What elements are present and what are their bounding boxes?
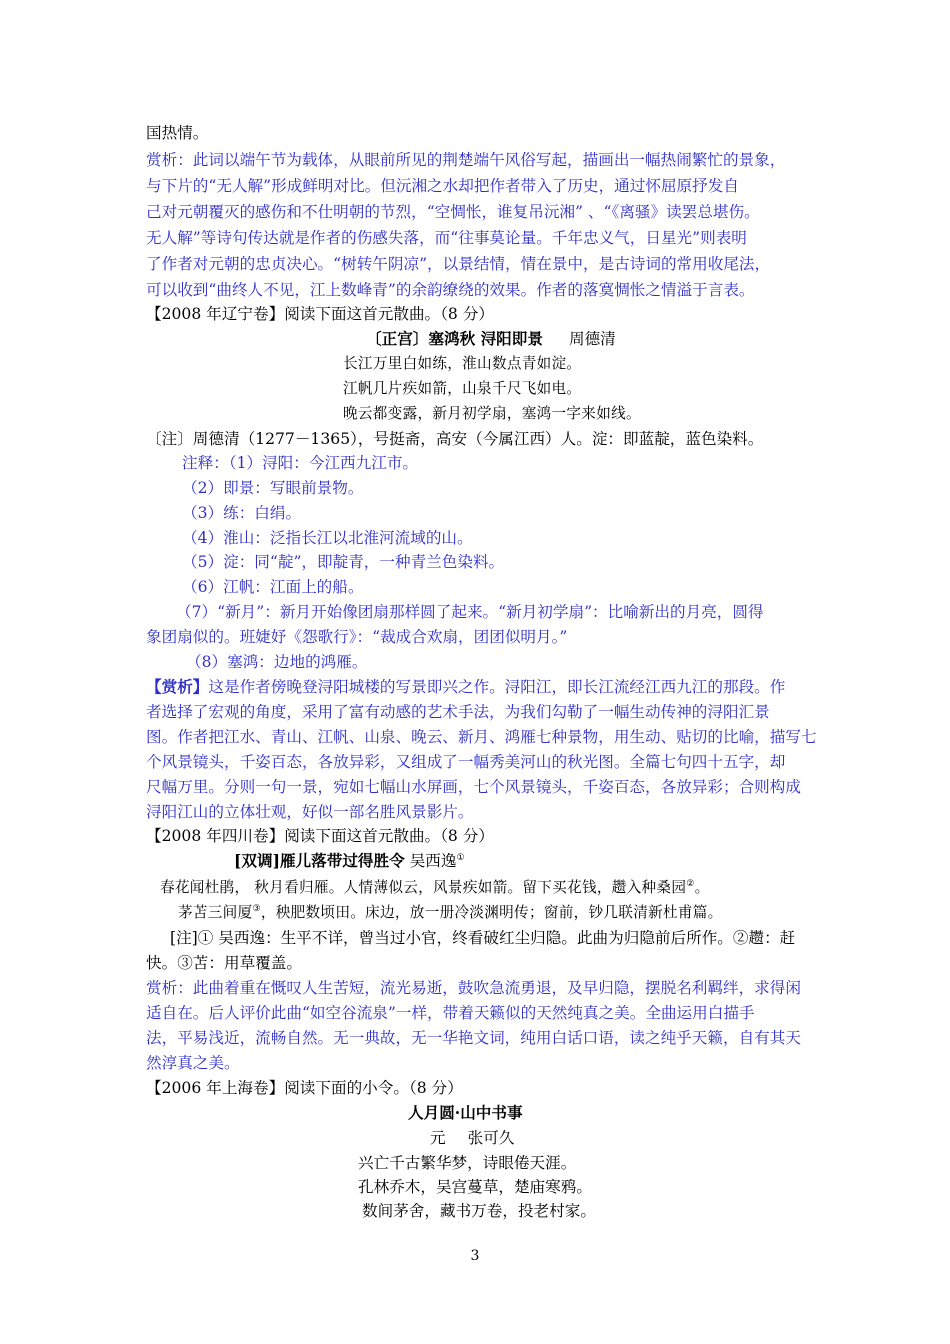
annotation-line: 注释：（1）浔阳：今江西九江市。 — [182, 454, 419, 472]
poem-title: 〔正宫〕塞鸿秋 浔阳即景 — [366, 329, 543, 348]
question-header: 【2008 年辽宁卷】阅读下面这首元散曲。（8 分） — [146, 305, 495, 323]
poem-dynasty: 元 — [430, 1129, 446, 1147]
poem-line: 数间茅舍，藏书万卷，投老村家。 — [362, 1202, 596, 1220]
poem-line: 茅苫三间厦③，秧肥数顷田。床边，放一册冷淡渊明传；窗前，钞几联清新杜甫篇。 — [178, 904, 723, 921]
analysis-line: 赏析：此词以端午节为载体，从眼前所见的荆楚端午风俗写起，描画出一幅热闹繁忙的景象， — [146, 151, 786, 169]
poem-title-line — [234, 849, 465, 873]
page-number: 3 — [470, 1248, 480, 1264]
note-line: [注]① 吴西逸：生平不详，曾当过小官，终看破红尘归隐。此曲为归隐前后所作。②趱：赶 — [170, 929, 796, 947]
analysis-line: 无人解”等诗句传达就是作者的伤感失落，而“往事莫论量。千年忠义气，日星光”则表明 — [146, 229, 747, 247]
poem-byline — [430, 1126, 514, 1150]
analysis-line: 浔阳江山的立体壮观，好似一部名胜风景影片。 — [146, 803, 474, 821]
analysis-line: 图。作者把江水、青山、江帆、山泉、晚云、新月、鸿雁七种景物，用生动、贴切的比喻，描写七 — [146, 728, 817, 746]
poem-line: 春花闻杜鹃， 秋月看归雁。人情薄似云，风景疾如箭。留下买花钱，趱入种桑园②。 — [160, 879, 710, 896]
footnote-mark: ③ — [252, 904, 261, 915]
poem-author: 周德清 — [568, 330, 616, 348]
question-header: 【2006 年上海卷】阅读下面的小令。（8 分） — [146, 1079, 463, 1097]
analysis-line: 个风景镜头，千姿百态，各放异彩，又组成了一幅秀美河山的秋光图。全篇七句四十五字，却 — [146, 753, 786, 771]
analysis-label: 【赏析】 — [146, 677, 209, 696]
annotation-line: （2）即景：写眼前景物。 — [182, 479, 364, 497]
poem-line: 长江万里白如练，淮山数点青如淀。 — [343, 355, 582, 372]
analysis-line: 尺幅万里。分则一句一景，宛如七幅山水屏画，七个风景镜头，千姿百态，各放异彩；合则构成 — [146, 778, 801, 796]
annotation-line: （8）塞鸿：边地的鸿雁。 — [186, 653, 368, 671]
poem-title: 人月圆·山中书事 — [408, 1103, 523, 1122]
analysis-line: 可以收到“曲终人不见，江上数峰青”的余韵缭绕的效果。作者的落寞惆怅之情溢于言表。 — [146, 281, 755, 299]
poem-line: 江帆几片疾如箭，山泉千尺飞如电。 — [343, 380, 582, 397]
poem-author: 张可久 — [467, 1129, 515, 1147]
footnote-mark: ② — [686, 879, 695, 890]
poem-title-line — [366, 327, 616, 351]
analysis-line: 适自在。后人评价此曲“如空谷流泉”一样，带着天籁似的天然纯真之美。全曲运用白描手 — [146, 1004, 755, 1022]
analysis-line: 己对元朝覆灭的感伤和不仕明朝的节烈，“空惆怅，谁复吊沅湘” 、“《离骚》读罢总堪伤。 — [146, 203, 760, 221]
paragraph-tail: 国热情。 — [146, 124, 209, 142]
poem-author: 吴西逸 — [409, 852, 457, 870]
annotation-line: （7）“新月”：新月开始像团扇那样圆了起来。“新月初学扇”：比喻新出的月亮，圆得 — [176, 603, 764, 621]
annotation-line: （3）练：白绢。 — [182, 504, 302, 522]
analysis-line: 与下片的“无人解”形成鲜明对比。但沅湘之水却把作者带入了历史，通过怀屈原抒发自 — [146, 177, 739, 195]
analysis-line: 然淳真之美。 — [146, 1054, 240, 1072]
analysis-line: 者选择了宏观的角度，采用了富有动感的艺术手法，为我们勾勒了一幅生动传神的浔阳汇景 — [146, 703, 770, 721]
annotation-line: （4）淮山：泛指长江以北淮河流域的山。 — [182, 529, 473, 547]
question-header: 【2008 年四川卷】阅读下面这首元散曲。（8 分） — [146, 827, 495, 845]
poem-line: 晚云都变露，新月初学扇，塞鸿一字来如线。 — [343, 405, 641, 422]
analysis-line: 【赏析】这是作者傍晚登浔阳城楼的写景即兴之作。浔阳江，即长江流经江西九江的那段。作 — [146, 677, 786, 696]
annotation-line: （5）淀：同“靛”，即靛青，一种青兰色染料。 — [182, 553, 505, 571]
analysis-line: 赏析：此曲着重在慨叹人生苦短，流光易逝，鼓吹急流勇退，及早归隐，摆脱名利羁绊，求得闲 — [146, 979, 801, 997]
poem-line: 孔林乔木，吴宫蔓草，楚庙寒鸦。 — [358, 1178, 592, 1196]
analysis-line: 了作者对元朝的忠贞决心。“树转午阴凉”，以景结情，情在景中，是古诗词的常用收尾法， — [146, 255, 771, 273]
analysis-line: 法，平易浅近，流畅自然。无一典故，无一华艳文词，纯用白话口语，读之纯乎天籁，自有其天 — [146, 1029, 801, 1047]
note-line: 快。③苫：用草覆盖。 — [146, 954, 302, 972]
poem-line: 兴亡千古繁华梦，诗眼倦天涯。 — [358, 1154, 577, 1172]
annotation-line: （6）江帆：江面上的船。 — [182, 578, 364, 596]
note-line: 〔注〕周德清（1277－1365），号挺斋，高安（今属江西）人。淀：即蓝靛，蓝色染料。 — [146, 430, 764, 448]
annotation-line: 象团扇似的。班婕妤《怨歌行》：“裁成合欢扇，团团似明月。” — [146, 628, 568, 646]
footnote-mark: ① — [456, 852, 465, 863]
poem-title: [双调]雁儿落带过得胜令 — [234, 851, 405, 870]
